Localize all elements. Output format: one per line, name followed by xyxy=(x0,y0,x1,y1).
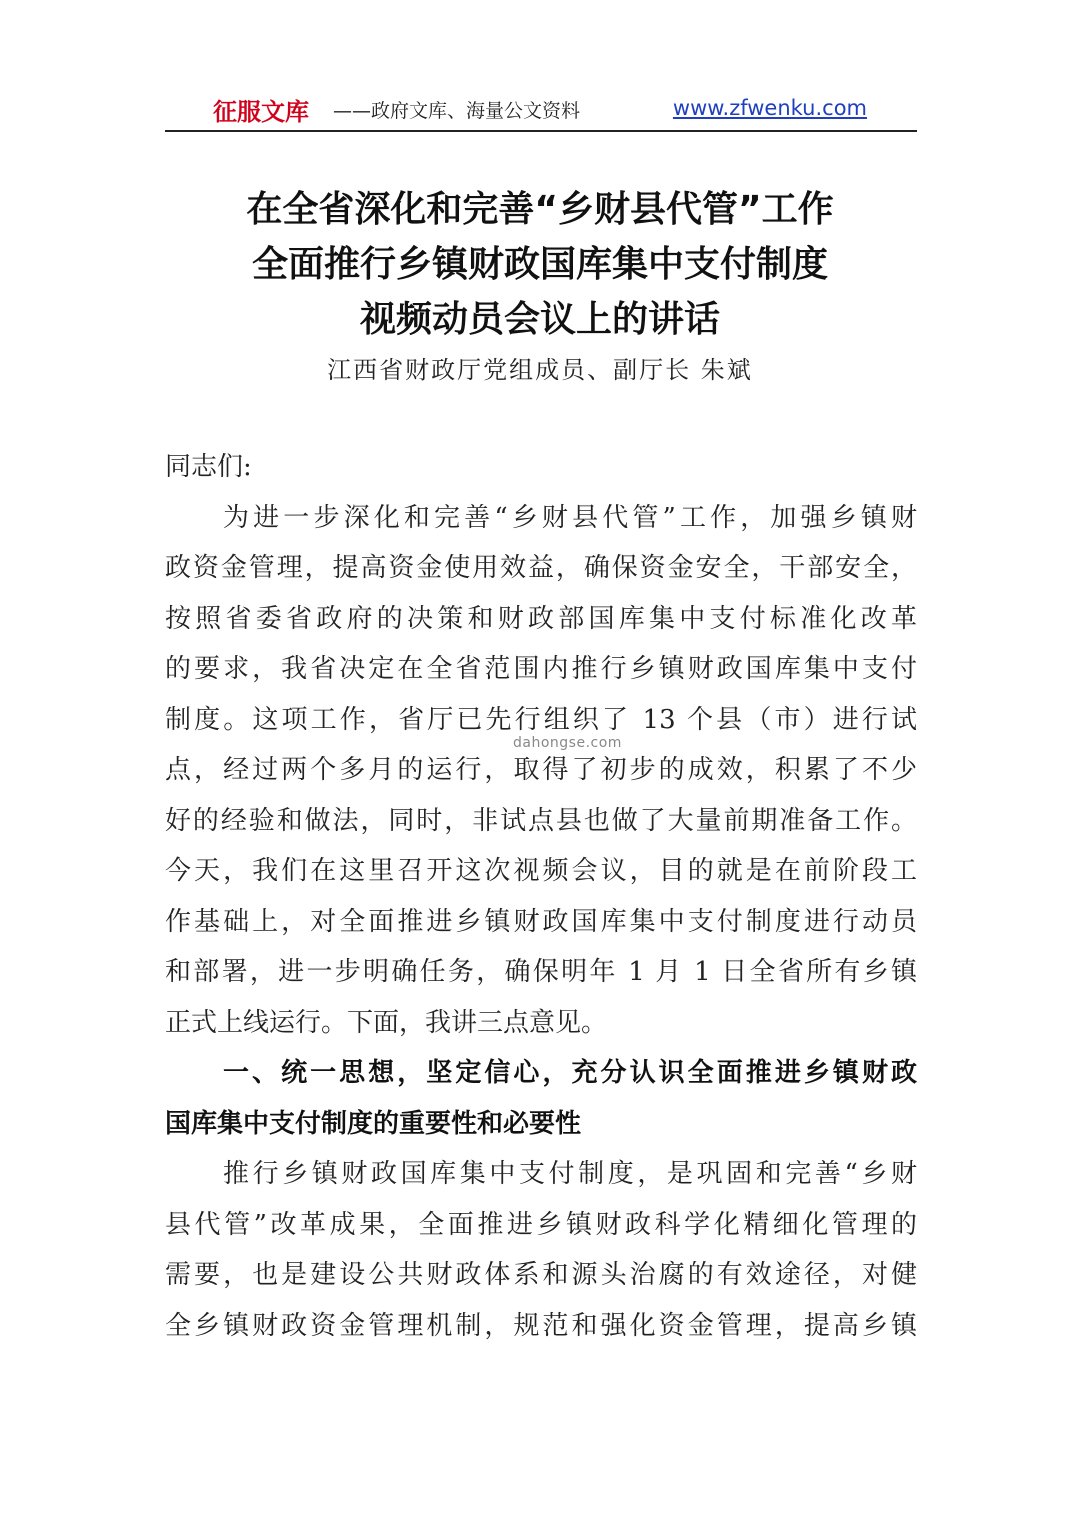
title-line-1: 在全省深化和完善“乡财县代管”工作 xyxy=(246,189,834,230)
section-heading-1: 国库集中支付制度的重要性和必要性 xyxy=(165,1108,582,1139)
title-line-3: 视频动员会议上的讲话 xyxy=(359,299,720,340)
watermark: dahongse.com xyxy=(513,735,622,751)
para1-line: 好的经验和做法，同时，非试点县也做了大量前期准备工作。 xyxy=(165,805,917,836)
page-header xyxy=(165,88,917,132)
title-line-2: 全面推行乡镇财政国库集中支付制度 xyxy=(251,244,828,285)
site-link[interactable]: www.zfwenku.com xyxy=(672,96,867,120)
para1-line: 和部署，进一步明确任务，确保明年 1 月 1 日全省所有乡镇 xyxy=(165,957,917,987)
para1-line: 点，经过两个多月的运行，取得了初步的成效，积累了不少 xyxy=(165,755,917,785)
brand-logo-text: 征服文库 xyxy=(213,98,309,126)
para1-line: 政资金管理，提高资金使用效益，确保资金安全，干部安全， xyxy=(165,553,917,583)
header-tagline: ——政府文库、海量公文资料 xyxy=(333,100,581,122)
para1-line: 制度。这项工作，省厅已先行组织了 13 个县（市）进行试 xyxy=(165,704,917,735)
para2-line: 推行乡镇财政国库集中支付制度，是巩固和完善“乡财 xyxy=(223,1159,917,1189)
document-body xyxy=(165,442,917,1351)
para2-line: 县代管”改革成果，全面推进乡镇财政科学化精细化管理的 xyxy=(165,1209,917,1240)
para1-line: 作基础上，对全面推进乡镇财政国库集中支付制度进行动员 xyxy=(165,906,917,937)
section-heading-1: 一、统一思想，坚定信心，充分认识全面推进乡镇财政 xyxy=(223,1058,917,1088)
document-title xyxy=(140,182,940,347)
para2-line: 全乡镇财政资金管理机制，规范和强化资金管理，提高乡镇 xyxy=(165,1310,917,1341)
para1-line: 按照省委省政府的决策和财政部国库集中支付标准化改革 xyxy=(165,603,917,634)
para2-line: 需要，也是建设公共财政体系和源头治腐的有效途径，对健 xyxy=(165,1260,917,1290)
para1-line: 今天，我们在这里召开这次视频会议，目的就是在前阶段工 xyxy=(165,856,917,886)
para1-line: 为进一步深化和完善“乡财县代管”工作，加强乡镇财 xyxy=(223,502,917,533)
greeting: 同志们: xyxy=(165,452,252,482)
para1-line: 正式上线运行。下面，我讲三点意见。 xyxy=(165,1007,608,1038)
para1-line: 的要求，我省决定在全省范围内推行乡镇财政国库集中支付 xyxy=(165,654,917,684)
author-line: 江西省财政厅党组成员、副厅长 朱斌 xyxy=(327,356,753,384)
